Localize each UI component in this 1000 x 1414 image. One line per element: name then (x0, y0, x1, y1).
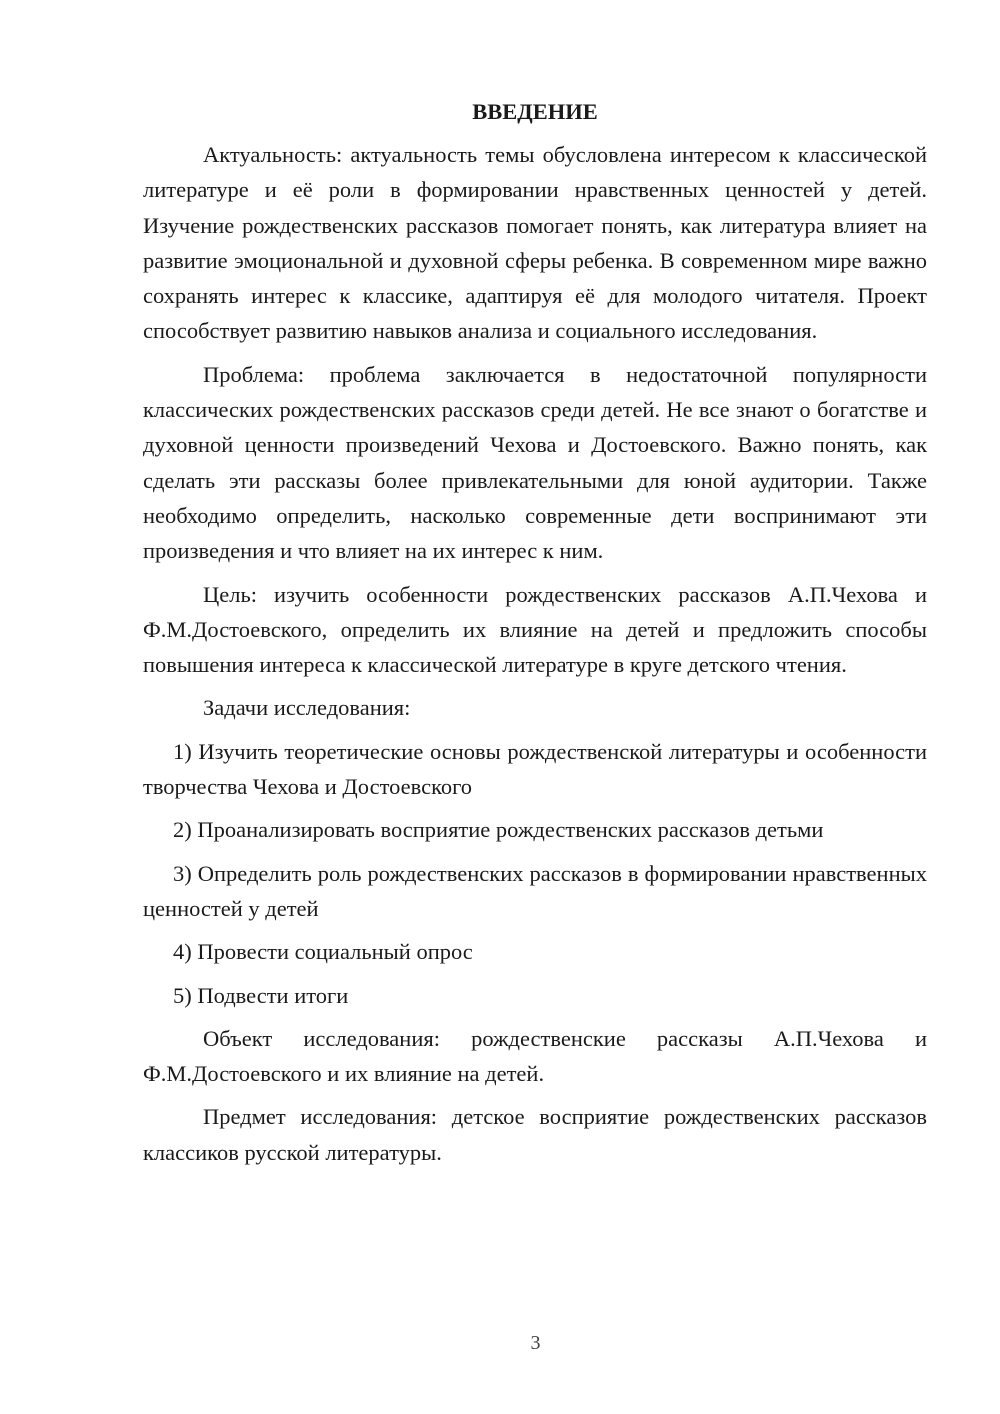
task-item: 5) Подвести итоги (173, 982, 349, 1008)
section-title: ВВЕДЕНИЕ (472, 99, 598, 124)
task-item: 4) Провести социальный опрос (173, 939, 473, 965)
subject-paragraph: Предмет исследования: детское восприятие рождественских рассказов классиков русской литературы. (143, 1104, 927, 1165)
task-item: 2) Проанализировать восприятие рождественских рассказов детьми (173, 817, 824, 843)
tasks-heading: Задачи исследования: (203, 695, 411, 721)
problem-paragraph: Проблема: проблема заключается в недостаточной популярности классических рождественских рассказов среди детей. Не все знают о богатстве и духовной ценности произведений Чехова и Достоевского. Важно понять, как сделать эти рассказы более привлекательными для юной аудитории. Также необходимо определить, насколько современные дети воспринимают эти произведения и что влияет на их интерес к ним. (143, 361, 927, 564)
goal-paragraph: Цель: изучить особенности рождественских рассказов А.П.Чехова и Ф.М.Достоевского, определить их влияние на детей и предложить способы повышения интереса к классической литературе в круге детского чтения. (143, 581, 927, 678)
object-paragraph: Объект исследования: рождественские рассказы А.П.Чехова и Ф.М.Достоевского и их влияние на детей. (143, 1025, 927, 1087)
task-item: 1) Изучить теоретические основы рождественской литературы и особенности творчества Чехова и Достоевского (143, 738, 927, 800)
page-content (143, 94, 927, 1178)
task-item: 3) Определить роль рождественских рассказов в формировании нравственных ценностей у детей (143, 860, 927, 921)
page-number: 3 (530, 1332, 541, 1354)
relevance-paragraph: Актуальность: актуальность темы обусловлена интересом к классической литературе и её роли в формировании нравственных ценностей у детей. Изучение рождественских рассказов помогает понять, как литература влияет на развитие эмоциональной и духовной сферы ребенка. В современном мире важно сохранять интерес к классике, адаптируя её для молодого читателя. Проект способствует развитию навыков анализа и социального исследования. (143, 142, 927, 344)
